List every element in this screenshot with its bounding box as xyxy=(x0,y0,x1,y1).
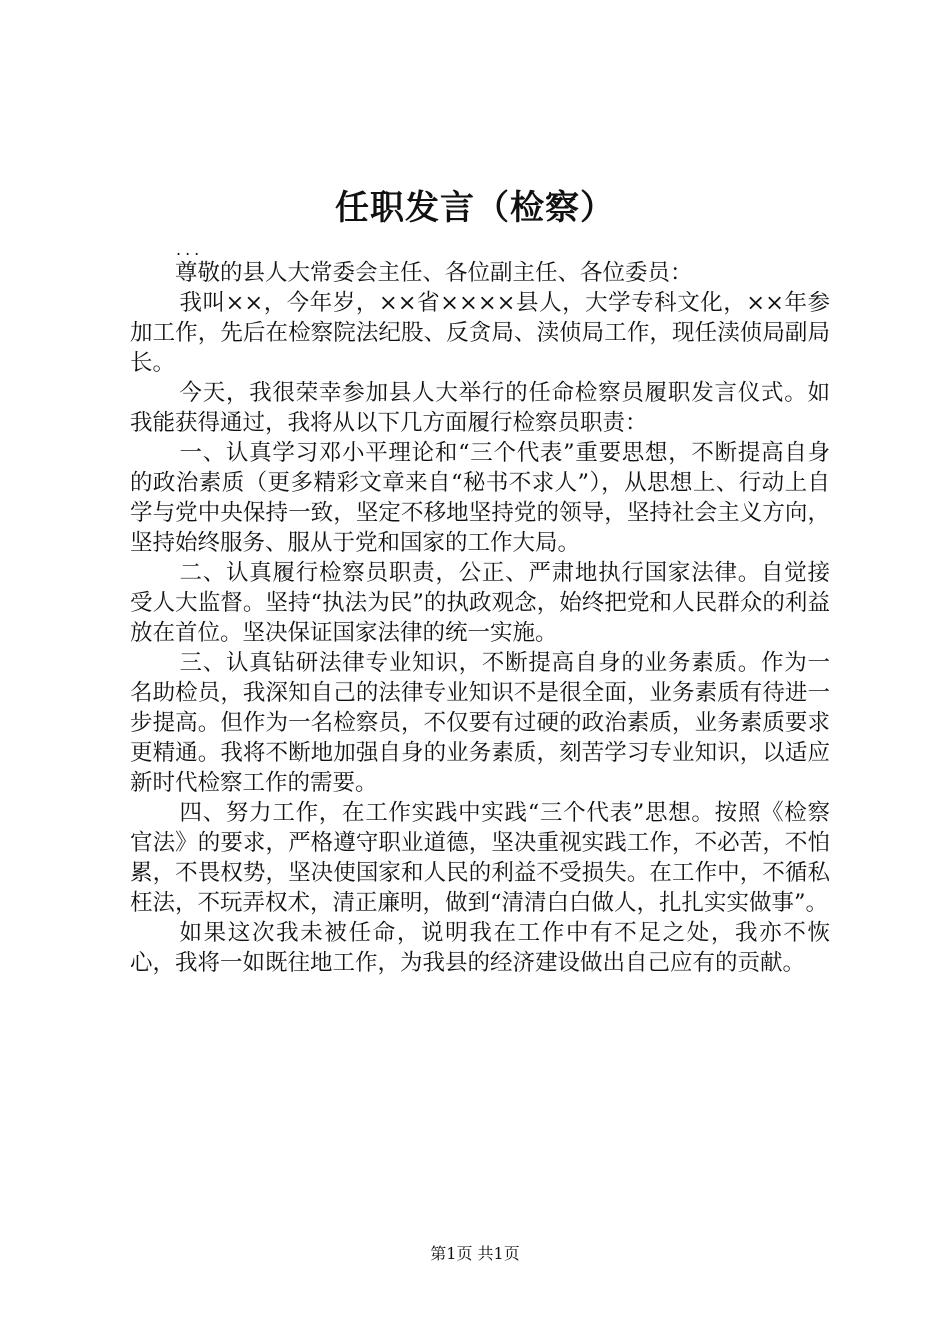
paragraph: 三、认真钻研法律专业知识，不断提高自身的业务素质。作为一名助检员，我深知自己的法律专业知识不是很全面，业务素质有待进一步提高。但作为一名检察员，不仅要有过硬的政治素质，业务素质要求更精通。我将不断地加强自身的业务素质，刻苦学习专业知识，以适应新时代检察工作的需要。 xyxy=(130,650,830,796)
document-title: 任职发言（检察） xyxy=(335,188,615,228)
ellipsis-text: ... xyxy=(176,240,204,259)
paragraph: 四、努力工作，在工作实践中实践“三个代表”思想。按照《检察官法》的要求，严格遵守职业道德，坚决重视实践工作，不必苦，不怕累，不畏权势，坚决使国家和人民的利益不受损失。在工作中，不循私枉法，不玩弄权术，清正廉明，做到“清清白白做人，扎扎实实做事”。 xyxy=(130,800,830,916)
page-number-footer: 第1页 共1页 xyxy=(430,1244,520,1263)
greeting-line: 尊敬的县人大常委会主任、各位副主任、各位委员： xyxy=(175,260,693,286)
paragraph: 如果这次我未被任命，说明我在工作中有不足之处，我亦不恢心，我将一如既往地工作，为我县的经济建设做出自己应有的贡献。 xyxy=(130,920,830,976)
paragraph: 一、认真学习邓小平理论和“三个代表”重要思想，不断提高自身的政治素质（更多精彩文章来自“秘书不求人”），从思想上、行动上自学与党中央保持一致，坚定不移地坚持党的领导，坚持社会主义方向，坚持始终服务、服从于党和国家的工作大局。 xyxy=(130,440,830,556)
paragraph: 二、认真履行检察员职责，公正、严肃地执行国家法律。自觉接受人大监督。坚持“执法为民”的执政观念，始终把党和人民群众的利益放在首位。坚决保证国家法律的统一实施。 xyxy=(130,560,830,646)
paragraph: 今天，我很荣幸参加县人大举行的任命检察员履职发言仪式。如我能获得通过，我将从以下几方面履行检察员职责： xyxy=(130,380,830,436)
document-body xyxy=(130,236,830,978)
paragraph: 我叫××，今年岁，××省××××县人，大学专科文化，××年参加工作，先后在检察院法纪股、反贪局、渎侦局工作，现任渎侦局副局长。 xyxy=(130,290,830,376)
